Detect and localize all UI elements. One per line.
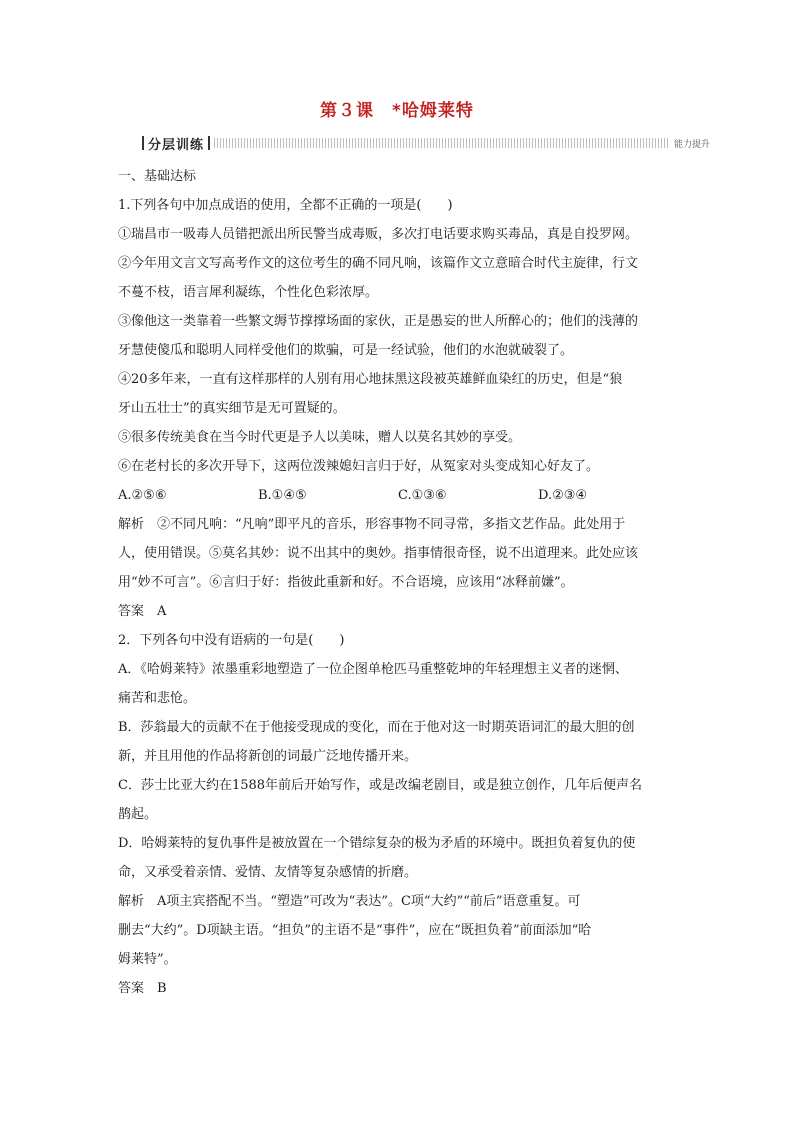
- q2-option-a: A．《哈姆莱特》浓墨重彩地塑造了一位企图单枪匹马重整乾坤的年轻理想主义者的迷惘、: [118, 662, 628, 677]
- q1-item-2: ②今年用文言文写高考作文的这位考生的确不同凡响，该篇作文立意暗合时代主旋律，行文: [118, 256, 639, 271]
- q1-option-d: D.②③④: [538, 488, 588, 503]
- q1-item-4: ④20多年来，一直有这样那样的人别有用心地抹黑这段被英雄鲜血染红的历史，但是“狼: [118, 372, 623, 387]
- q1-stem: 1.下列各句中加点成语的使用，全都不正确的一项是( ): [118, 198, 453, 213]
- section-banner: [142, 134, 710, 152]
- q1-item-2-cont: 不蔓不枝，语言犀利凝练，个性化色彩浓厚。: [118, 285, 379, 300]
- section-heading: 一、基础达标: [118, 169, 197, 184]
- q2-option-c: C．莎士比亚大约在1588年前后开始写作，或是改编老剧目，或是独立创作，几年后便声名: [118, 778, 643, 793]
- q2-analysis-line-2: 删去“大约”。D项缺主语。“担负”的主语不是“事件”，应在“既担负着”前面添加“哈: [118, 923, 592, 938]
- q1-item-4-cont: 牙山五壮士”的真实细节是无可置疑的。: [118, 401, 346, 416]
- q2-stem: 2．下列各句中没有语病的一句是( ): [118, 633, 345, 648]
- q1-option-c: C.①③⑥: [398, 488, 447, 503]
- q1-item-5: ⑤很多传统美食在当今时代更是予人以美味，赠人以莫名其妙的享受。: [118, 430, 522, 445]
- q2-option-a-cont: 痛苦和悲怆。: [118, 691, 197, 706]
- q2-analysis-line-1: 解析 A项主宾搭配不当。“塑造”可改为“表达”。C项“大约”“前后”语意重复。可: [118, 894, 581, 909]
- banner-right-label: 能力提升: [673, 139, 710, 150]
- q1-analysis-line-3: 用“妙不可言”。⑥言归于好：指彼此重新和好。不合语境，应该用“冰释前嫌”。: [118, 575, 574, 590]
- q2-analysis-line-3: 姆莱特”。: [118, 952, 177, 967]
- q2-option-d: D．哈姆莱特的复仇事件是被放置在一个错综复杂的极为矛盾的环境中。既担负着复仇的使: [118, 836, 636, 851]
- q2-option-b-cont: 新，并且用他的作品将新创的词最广泛地传播开来。: [118, 749, 418, 764]
- q1-item-1: ①瑞昌市一吸毒人员错把派出所民警当成毒贩，多次打电话要求购买毒品，真是自投罗网。: [118, 227, 639, 242]
- q2-option-c-cont: 鹊起。: [118, 807, 158, 822]
- banner-stripe: [214, 138, 668, 148]
- q2-option-d-cont: 命，又承受着亲情、爱情、友情等复杂感情的折磨。: [118, 865, 418, 880]
- q1-options: [118, 481, 678, 510]
- q1-answer: 答案 A: [118, 604, 167, 619]
- q1-item-3: ③像他这一类靠着一些繁文缛节撑撑场面的家伙，正是愚妄的世人所醉心的；他们的浅薄的: [118, 314, 639, 329]
- q2-answer: 答案 B: [118, 981, 167, 996]
- lesson-title: 第３课 *哈姆莱特: [320, 101, 474, 121]
- q1-analysis-line-1: 解析 ②不同凡响：“凡响”即平凡的音乐，形容事物不同寻常，多指文艺作品。此处用于: [118, 517, 626, 532]
- q1-analysis-line-2: 人，使用错误。⑤莫名其妙：说不出其中的奥妙。指事情很奇怪，说不出道理来。此处应该: [118, 546, 639, 561]
- banner-divider-bar: [208, 136, 210, 150]
- q2-option-b: B．莎翁最大的贡献不在于他接受现成的变化，而在于他对这一时期英语词汇的最大胆的创: [118, 720, 635, 735]
- q1-item-3-cont: 牙慧使傻瓜和聪明人同样受他们的欺骗，可是一经试验，他们的水泡就破裂了。: [118, 343, 574, 358]
- banner-label: 分层训练: [148, 137, 205, 153]
- q1-item-6: ⑥在老村长的多次开导下，这两位泼辣媳妇言归于好，从冤家对头变成知心好友了。: [118, 459, 600, 474]
- exercise-content: [118, 162, 678, 1003]
- q1-option-a: A.②⑤⑥: [118, 488, 167, 503]
- q1-option-b: B.①④⑤: [258, 488, 307, 503]
